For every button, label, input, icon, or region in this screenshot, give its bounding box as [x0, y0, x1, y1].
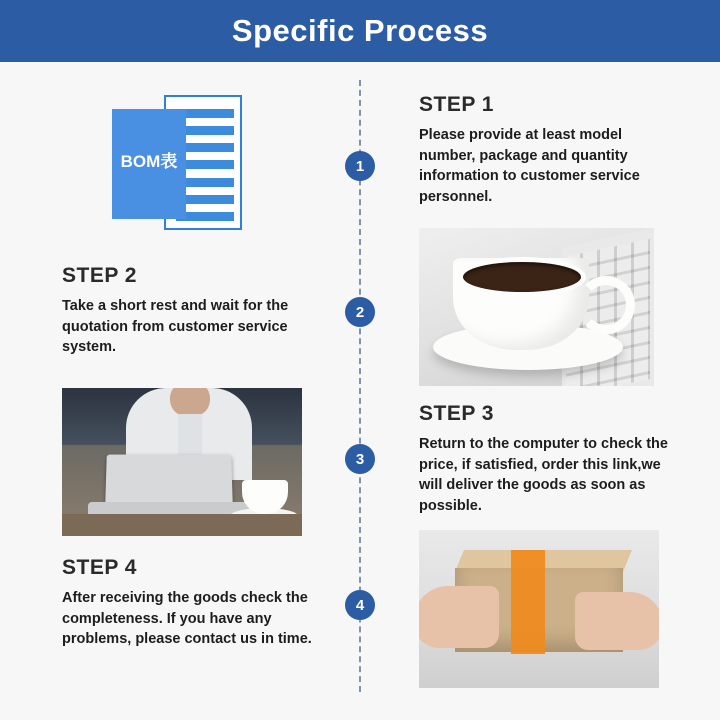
step-1-title: STEP 1	[419, 93, 494, 116]
laptop-screen-shape	[105, 455, 233, 507]
coffee-liquid-shape	[463, 262, 581, 292]
timeline-node-3: 3	[345, 444, 375, 474]
timeline-node-4: 4	[345, 590, 375, 620]
header-banner	[0, 0, 720, 62]
timeline-node-2: 2	[345, 297, 375, 327]
step-1-block	[419, 93, 674, 207]
bom-label: BOM表	[120, 152, 178, 171]
step-2-block	[62, 264, 312, 358]
desk-shape	[62, 514, 302, 536]
step-4-title: STEP 4	[62, 556, 137, 579]
right-hand-shape	[575, 592, 659, 650]
step-3-block	[419, 402, 674, 516]
cup-handle-shape	[577, 276, 635, 334]
step-3-body: Return to the computer to check the price, if satisfied, order this link,we will deliver the goods as soon as possible.	[419, 436, 668, 514]
hands-holding-parcel-photo	[419, 530, 659, 688]
woman-using-laptop-photo	[62, 388, 302, 536]
bom-document-icon	[112, 95, 242, 230]
step-1-body: Please provide at least model number, package and quantity information to customer service personnel.	[419, 127, 640, 205]
page-title: Specific Process	[231, 13, 489, 48]
step-2-body: Take a short rest and wait for the quotation from customer service system.	[62, 298, 289, 356]
left-hand-shape	[419, 586, 499, 648]
step-4-body: After receiving the goods check the completeness. If you have any problems, please contact us in time.	[62, 590, 312, 648]
timeline-node-1: 1	[345, 151, 375, 181]
step-4-block	[62, 556, 317, 650]
step-2-title: STEP 2	[62, 264, 137, 287]
orange-tape-shape	[511, 550, 545, 654]
coffee-cup-keyboard-photo	[419, 228, 654, 386]
step-3-title: STEP 3	[419, 402, 494, 425]
